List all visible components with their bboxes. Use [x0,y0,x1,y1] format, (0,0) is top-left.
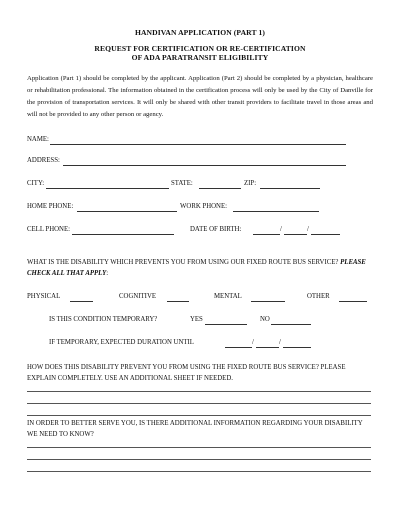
dob-label: DATE OF BIRTH: [190,226,242,233]
how-answer-line-1[interactable] [27,391,371,392]
city-field[interactable] [46,188,169,189]
form-subtitle-line-1: REQUEST FOR CERTIFICATION OR RE-CERTIFICATION [94,44,306,53]
check-all-instruction: PLEASE CHECK ALL THAT APPLY [27,259,366,277]
option-other-label: OTHER [307,293,330,300]
address-field[interactable] [63,165,346,166]
home-phone-label: HOME PHONE: [27,203,74,210]
cell-dob-row [27,226,373,238]
option-mental-label: MENTAL [214,293,242,300]
work-phone-label: WORK PHONE: [180,203,228,210]
option-mental-field[interactable] [251,301,285,302]
city-state-zip-row [27,180,373,192]
name-field[interactable] [50,144,346,145]
how-question: HOW DOES THIS DISABILITY PREVENT YOU FROM USING THE FIXED ROUTE BUS SERVICE? PLEASE EXPLAIN COMPLETELY. USE AN ADDITIONAL SHEET IF NEEDED. [27,364,346,382]
additional-info-line-1[interactable] [27,447,371,448]
name-label: NAME: [27,136,49,143]
no-label: NO [260,316,270,323]
duration-separator-2: / [279,339,281,346]
yes-label: YES [190,316,203,323]
zip-label: ZIP: [244,180,257,187]
duration-month-field[interactable] [225,347,252,348]
disability-options-row [27,293,373,305]
disability-question: WHAT IS THE DISABILITY WHICH PREVENTS YOU FROM USING OUR FIXED ROUTE BUS SERVICE? PLEASE CHECK ALL THAT APPLY: [27,259,366,277]
form-title: HANDIVAN APPLICATION (PART 1) [134,28,266,37]
additional-info-line-3[interactable] [27,471,371,472]
cell-phone-label: CELL PHONE: [27,226,70,233]
duration-label: IF TEMPORARY, EXPECTED DURATION UNTIL [49,339,194,346]
state-label: STATE: [171,180,193,187]
dob-separator-1: / [280,226,282,233]
dob-month-field[interactable] [253,234,280,235]
option-physical-label: PHYSICAL [27,293,61,300]
phone-row [27,203,373,215]
home-phone-field[interactable] [77,211,177,212]
option-cognitive-field[interactable] [167,301,189,302]
name-row [27,136,373,148]
additional-info-line-2[interactable] [27,459,371,460]
duration-year-field[interactable] [283,347,311,348]
dob-day-field[interactable] [284,234,307,235]
work-phone-field[interactable] [233,211,319,212]
cell-phone-field[interactable] [72,234,174,235]
zip-field[interactable] [260,188,320,189]
disability-question-text: WHAT IS THE DISABILITY WHICH PREVENTS YOU FROM USING OUR FIXED ROUTE BUS SERVICE? [27,259,339,266]
option-other-field[interactable] [339,301,367,302]
address-label: ADDRESS: [27,157,60,164]
no-field[interactable] [271,324,311,325]
duration-separator-1: / [252,339,254,346]
temporary-question: IS THIS CONDITION TEMPORARY? [49,316,158,323]
city-label: CITY: [27,180,45,187]
duration-day-field[interactable] [256,347,279,348]
form-subtitle-line-2: OF ADA PARATRANSIT ELIGIBILITY [131,53,269,62]
how-answer-line-3[interactable] [27,415,371,416]
intro-paragraph: Application (Part 1) should be completed by the applicant. Application (Part 2) should be completed by a physician, healthcare or rehabilitation professional. The information obtained in the certification process will only be used by the City of Danville for the provision of transportation services. It will only be shared with other transit providers to facilitate travel in those areas and will not be provided to any other person or agency. [27,75,373,119]
yes-field[interactable] [205,324,247,325]
address-row [27,157,373,169]
dob-separator-2: / [307,226,309,233]
temporary-row [27,316,373,328]
state-field[interactable] [199,188,241,189]
better-serve-question: IN ORDER TO BETTER SERVE YOU, IS THERE ADDITIONAL INFORMATION REGARDING YOUR DISABILITY WE NEED TO KNOW? [27,420,363,438]
how-answer-line-2[interactable] [27,403,371,404]
option-cognitive-label: COGNITIVE [119,293,156,300]
duration-row [27,339,373,351]
option-physical-field[interactable] [70,301,93,302]
dob-year-field[interactable] [311,234,340,235]
